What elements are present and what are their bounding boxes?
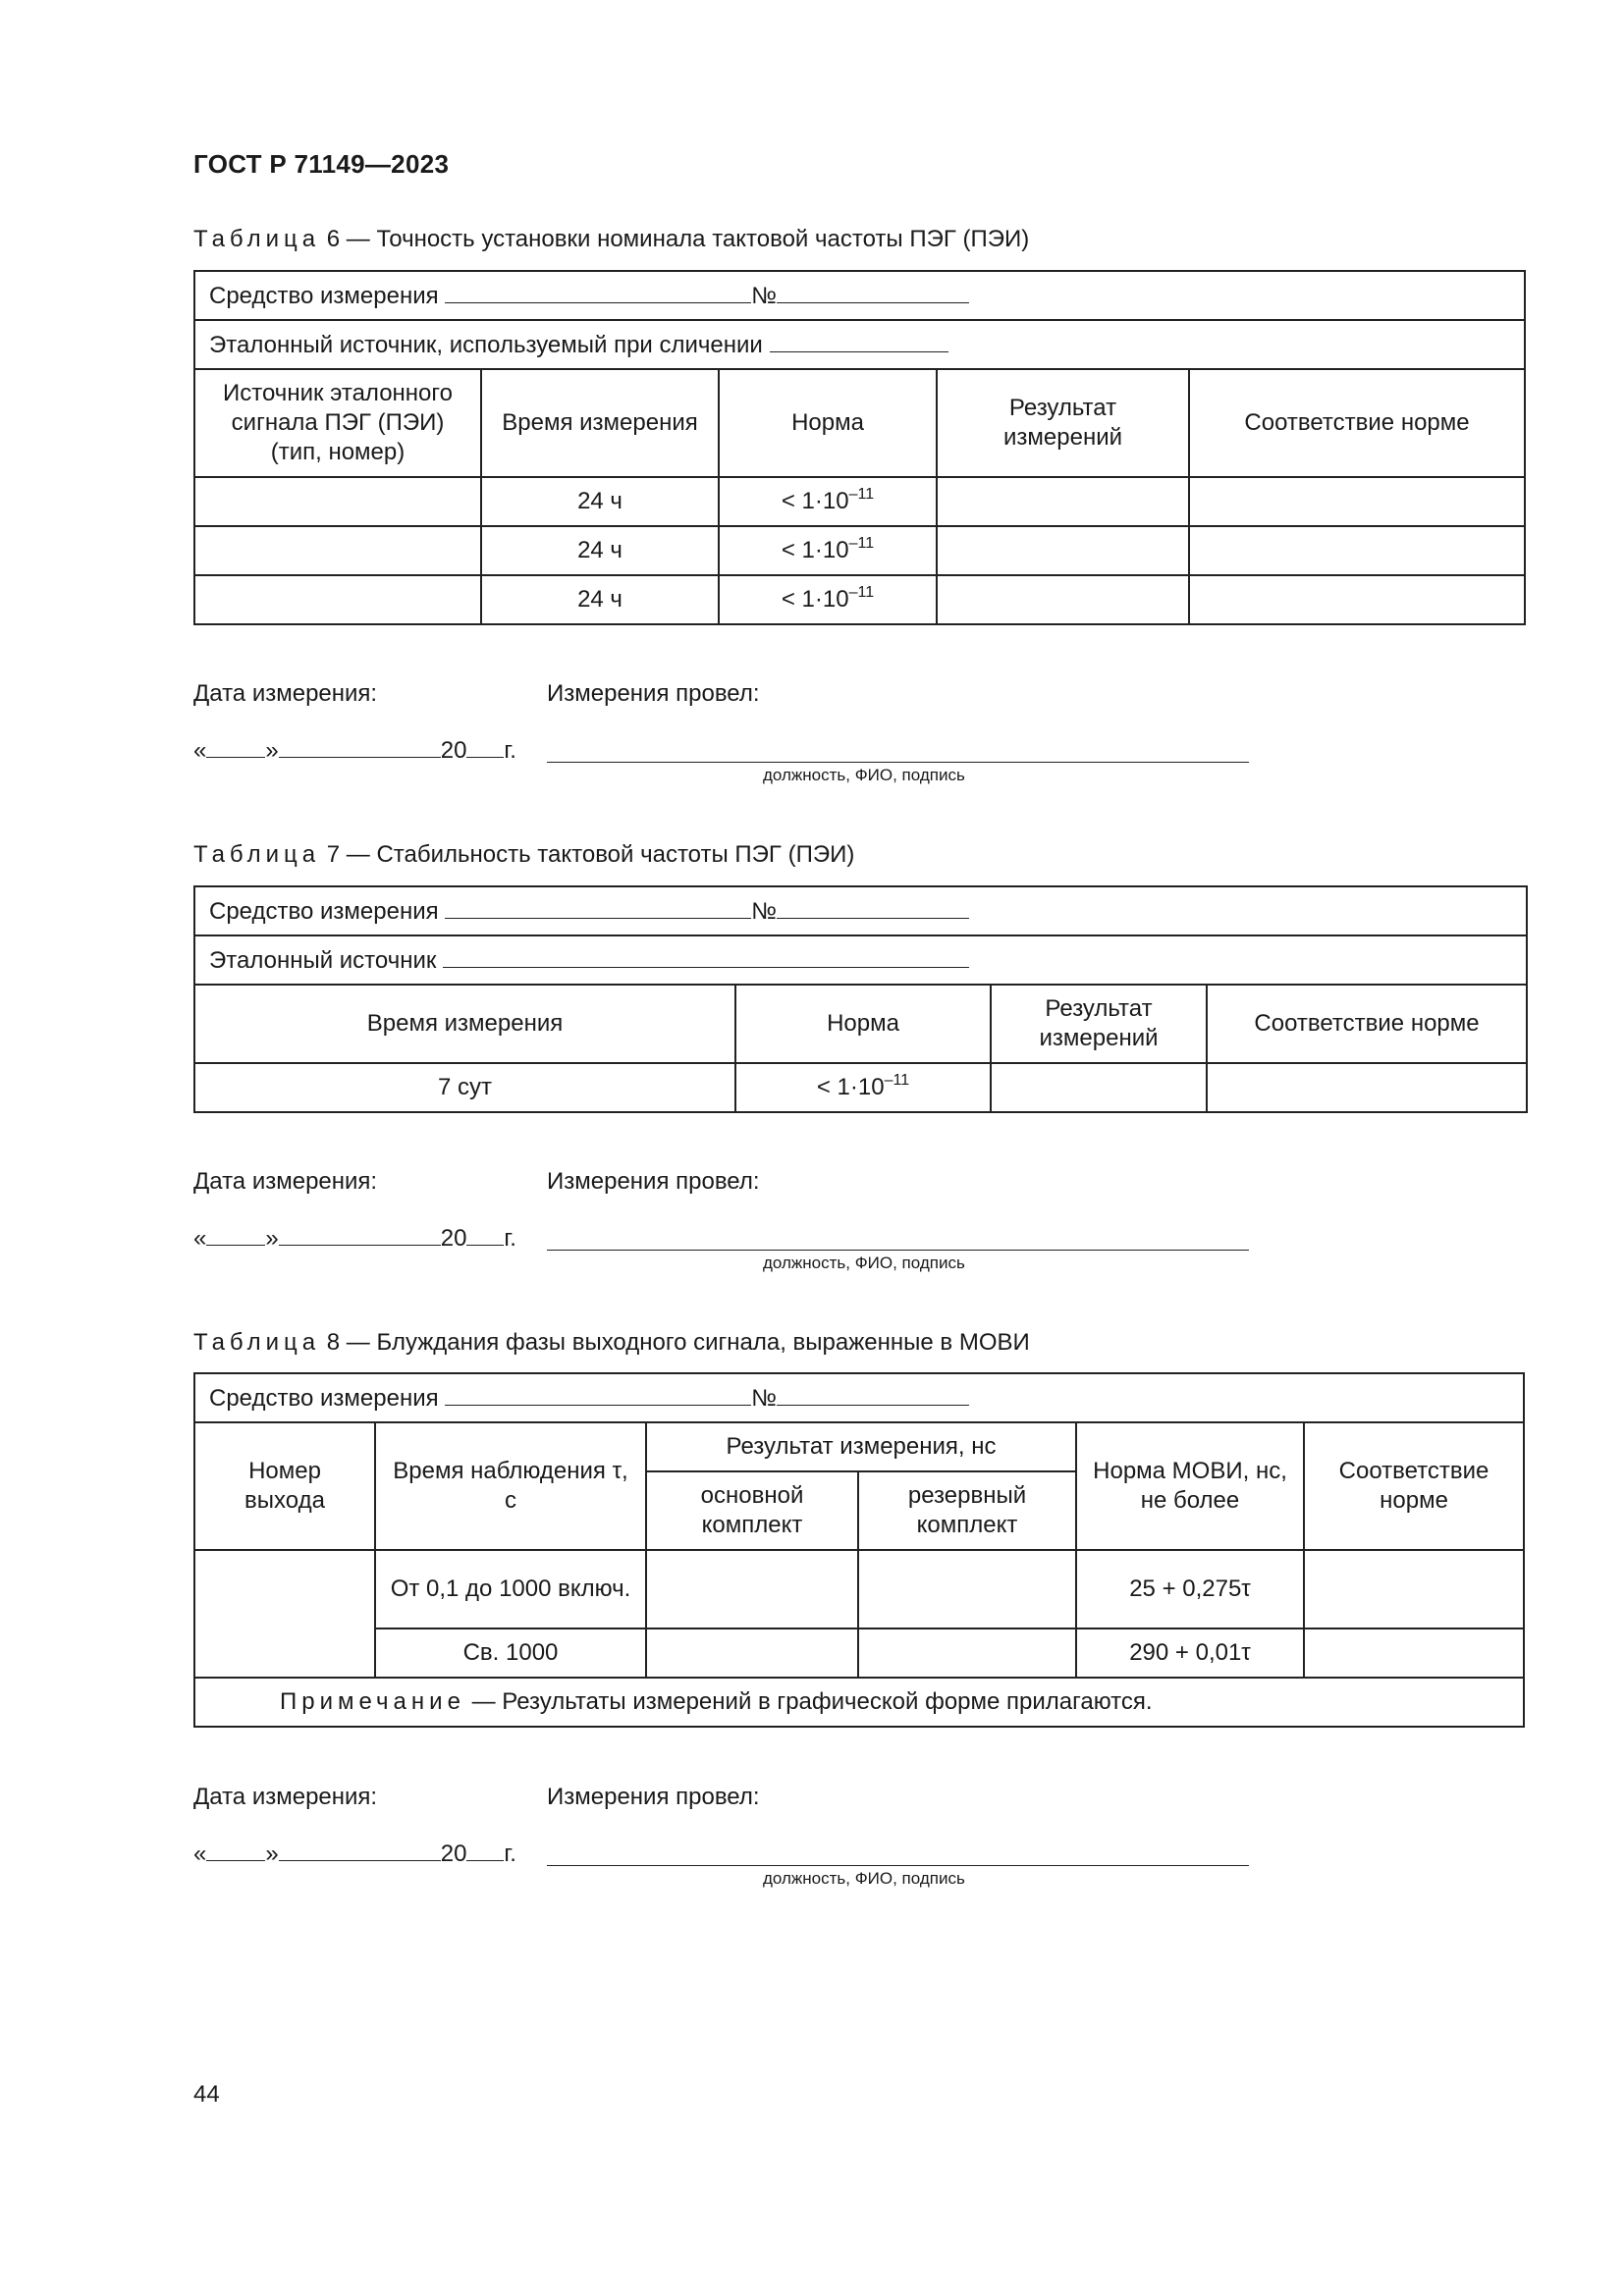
- cell-main[interactable]: [646, 1550, 858, 1629]
- cell-norm: < $1\cdot 10^{-11}$: [719, 575, 937, 624]
- table8-header-mtie-norm: Норма МОВИ, нс, не более: [1076, 1422, 1304, 1550]
- document-number: ГОСТ Р 71149—2023: [193, 149, 450, 179]
- cell-source[interactable]: [194, 526, 481, 575]
- cell-output-number[interactable]: [194, 1550, 375, 1678]
- cell-reserve[interactable]: [858, 1550, 1076, 1629]
- instrument-number-blank[interactable]: [777, 281, 969, 303]
- table7: [193, 885, 1528, 1113]
- instrument-number-blank[interactable]: [777, 896, 969, 919]
- instrument-label: Средство измерения: [209, 1384, 439, 1412]
- day-blank[interactable]: [206, 1839, 265, 1861]
- signature-line[interactable]: [547, 1249, 1249, 1251]
- table8-caption-text: 8 — Блуждания фазы выходного сигнала, выраженные в МОВИ: [326, 1329, 1030, 1356]
- table7-caption: [193, 841, 854, 869]
- date-field: « » 20 г.: [193, 1225, 516, 1252]
- signature-line[interactable]: [547, 761, 1249, 763]
- reference-blank[interactable]: [443, 945, 969, 968]
- performer-label: Измерения провел:: [547, 1168, 760, 1195]
- cell-compliance[interactable]: [1189, 575, 1525, 624]
- instrument-blank[interactable]: [445, 896, 751, 919]
- date-field: « » 20 г.: [193, 1841, 516, 1867]
- table-row: [194, 526, 1525, 575]
- number-label: №: [751, 282, 778, 309]
- table7-header-norm: Норма: [735, 985, 991, 1063]
- table-row: [194, 477, 1525, 526]
- table-row: [194, 575, 1525, 624]
- table8-caption-word: Таблица: [193, 1329, 321, 1356]
- cell-norm: < $1\cdot 10^{-11}$: [719, 526, 937, 575]
- signature-hint: должность, ФИО, подпись: [763, 1254, 965, 1272]
- table8-header-reserve-set: резервный комплект: [858, 1471, 1076, 1550]
- table6-caption-text: 6 — Точность установки номинала тактовой частоты ПЭГ (ПЭИ): [326, 226, 1030, 252]
- signature-line[interactable]: [547, 1864, 1249, 1866]
- table6: [193, 270, 1526, 625]
- instrument-label: Средство измерения: [209, 897, 439, 925]
- table7-header-result: Результат измерений: [991, 985, 1207, 1063]
- date-field: « » 20 г.: [193, 737, 516, 764]
- table8-instrument-row: [194, 1373, 1524, 1422]
- year-blank[interactable]: [466, 1223, 504, 1246]
- cell-time: 24 ч: [481, 526, 719, 575]
- instrument-label: Средство измерения: [209, 282, 439, 309]
- date-label: Дата измерения:: [193, 680, 378, 707]
- month-blank[interactable]: [279, 1223, 441, 1246]
- table7-caption-word: Таблица: [193, 841, 321, 868]
- cell-time: 24 ч: [481, 477, 719, 526]
- cell-time: 24 ч: [481, 575, 719, 624]
- cell-compliance[interactable]: [1304, 1550, 1524, 1629]
- table6-header-compliance: Соответствие норме: [1189, 369, 1525, 477]
- table7-reference-row: [194, 935, 1527, 985]
- table6-header-source: Источник эталонного сигнала ПЭГ (ПЭИ) (тип, номер): [194, 369, 481, 477]
- note-text: — Результаты измерений в графической форме прилагаются.: [471, 1688, 1153, 1715]
- cell-time: 7 сут: [194, 1063, 735, 1112]
- note-word: Примечание: [280, 1688, 465, 1715]
- cell-time: От 0,1 до 1000 включ.: [375, 1550, 646, 1629]
- table6-caption-word: Таблица: [193, 226, 321, 252]
- cell-norm: 25 + 0,275τ: [1076, 1550, 1304, 1629]
- instrument-number-blank[interactable]: [777, 1383, 969, 1406]
- reference-blank[interactable]: [770, 330, 948, 352]
- cell-compliance[interactable]: [1189, 477, 1525, 526]
- table8-header-main-set: основной комплект: [646, 1471, 858, 1550]
- cell-compliance[interactable]: [1189, 526, 1525, 575]
- table-row: [194, 1629, 1524, 1678]
- cell-result[interactable]: [937, 477, 1189, 526]
- cell-reserve[interactable]: [858, 1629, 1076, 1678]
- table8-header-compliance: Соответствие норме: [1304, 1422, 1524, 1550]
- instrument-blank[interactable]: [445, 281, 751, 303]
- date-label: Дата измерения:: [193, 1168, 378, 1195]
- cell-result[interactable]: [937, 526, 1189, 575]
- table6-header-time: Время измерения: [481, 369, 719, 477]
- cell-source[interactable]: [194, 477, 481, 526]
- day-blank[interactable]: [206, 1223, 265, 1246]
- table8-header-output: Номер выхода: [194, 1422, 375, 1550]
- table7-instrument-row: [194, 886, 1527, 935]
- reference-label: Эталонный источник: [209, 946, 437, 974]
- table8: [193, 1372, 1525, 1728]
- cell-main[interactable]: [646, 1629, 858, 1678]
- cell-compliance[interactable]: [1207, 1063, 1527, 1112]
- cell-norm: 290 + 0,01τ: [1076, 1629, 1304, 1678]
- month-blank[interactable]: [279, 735, 441, 758]
- year-blank[interactable]: [466, 1839, 504, 1861]
- month-blank[interactable]: [279, 1839, 441, 1861]
- cell-norm: < $1\cdot 10^{-11}$: [719, 477, 937, 526]
- table-row: [194, 1550, 1524, 1629]
- page-number: 44: [193, 2081, 220, 2108]
- signature-hint: должность, ФИО, подпись: [763, 766, 965, 784]
- table7-caption-text: 7 — Стабильность тактовой частоты ПЭГ (ПЭИ): [326, 841, 855, 868]
- year-blank[interactable]: [466, 735, 504, 758]
- performer-label: Измерения провел:: [547, 680, 760, 707]
- cell-result[interactable]: [937, 575, 1189, 624]
- table6-header-result: Результат измерений: [937, 369, 1189, 477]
- table6-caption: [193, 226, 1029, 253]
- cell-source[interactable]: [194, 575, 481, 624]
- table-row: [194, 1063, 1527, 1112]
- day-blank[interactable]: [206, 735, 265, 758]
- cell-norm: < $1\cdot 10^{-11}$: [735, 1063, 991, 1112]
- reference-label: Эталонный источник, используемый при сличении: [209, 331, 763, 358]
- table6-header-norm: Норма: [719, 369, 937, 477]
- performer-label: Измерения провел:: [547, 1784, 760, 1810]
- table6-instrument-row: [194, 271, 1525, 320]
- table8-note: [194, 1678, 1524, 1727]
- number-label: №: [751, 897, 778, 925]
- signature-hint: должность, ФИО, подпись: [763, 1869, 965, 1888]
- table8-caption: [193, 1329, 1030, 1357]
- cell-result[interactable]: [991, 1063, 1207, 1112]
- cell-time: Св. 1000: [375, 1629, 646, 1678]
- table7-header-compliance: Соответствие норме: [1207, 985, 1527, 1063]
- table8-header-result-group: Результат измерения, нс: [646, 1422, 1076, 1471]
- table6-reference-row: [194, 320, 1525, 369]
- table7-header-time: Время измерения: [194, 985, 735, 1063]
- table8-header-observation-time: Время наблюдения τ, с: [375, 1422, 646, 1550]
- date-label: Дата измерения:: [193, 1784, 378, 1810]
- instrument-blank[interactable]: [445, 1383, 751, 1406]
- cell-compliance[interactable]: [1304, 1629, 1524, 1678]
- number-label: №: [751, 1384, 778, 1412]
